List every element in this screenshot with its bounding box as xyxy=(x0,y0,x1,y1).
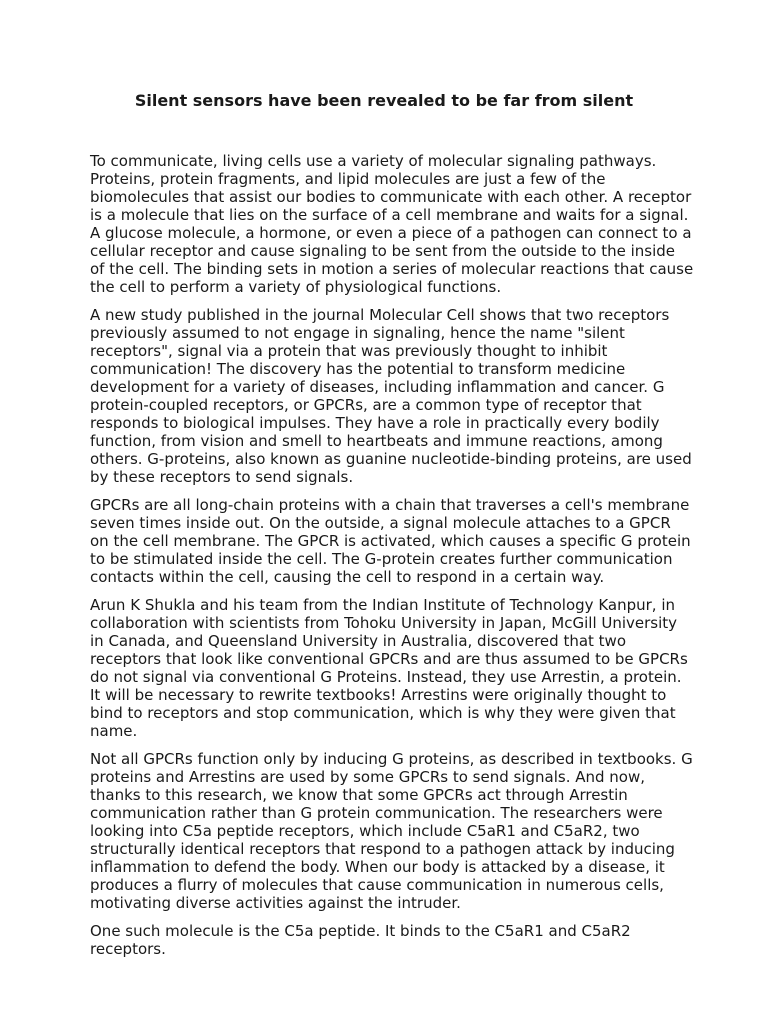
paragraph-4: Arun K Shukla and his team from the Indian Institute of Technology Kanpur, in collaboration with scientists from Tohoku University in Japan, McGill University in Canada, and Queensland University in Australia, discovered that two receptors that look like conventional GPCRs and are thus assumed to be GPCRs do not signal via conventional G Proteins. Instead, they use Arrestin, a protein. It will be necessary to rewrite textbooks! Arrestins were originally thought to bind to receptors and stop communication, which is why they were given that name. xyxy=(90,596,688,740)
paragraph-3: GPCRs are all long-chain proteins with a chain that traverses a cell's membrane seven times inside out. On the outside, a signal molecule attaches to a GPCR on the cell membrane. The GPCR is activated, which causes a specific G protein to be stimulated inside the cell. The G-protein creates further communication contacts within the cell, causing the cell to respond in a certain way. xyxy=(90,496,691,586)
paragraph-6: One such molecule is the C5a peptide. It binds to the C5aR1 and C5aR2 receptors. xyxy=(90,922,631,958)
paragraph-5: Not all GPCRs function only by inducing G proteins, as described in textbooks. G proteins and Arrestins are used by some GPCRs to send signals. And now, thanks to this research, we know that some GPCRs act through Arrestin communication rather than G protein communication. The researchers were looking into C5a peptide receptors, which include C5aR1 and C5aR2, two structurally identical receptors that respond to a pathogen attack by inducing inflammation to defend the body. When our body is attacked by a disease, it produces a flurry of molecules that cause communication in numerous cells, motivating diverse activities against the intruder. xyxy=(90,750,693,912)
paragraph-1: To communicate, living cells use a variety of molecular signaling pathways. Proteins, protein fragments, and lipid molecules are just a few of the biomolecules that assist our bodies to communicate with each other. A receptor is a molecule that lies on the surface of a cell membrane and waits for a signal. A glucose molecule, a hormone, or even a piece of a pathogen can connect to a cellular receptor and cause signaling to be sent from the outside to the inside of the cell. The binding sets in motion a series of molecular reactions that cause the cell to perform a variety of physiological functions. xyxy=(90,152,694,296)
document-body xyxy=(90,152,694,968)
paragraph-2: A new study published in the journal Molecular Cell shows that two receptors previously assumed to not engage in signaling, hence the name "silent receptors", signal via a protein that was previously thought to inhibit communication! The discovery has the potential to transform medicine development for a variety of diseases, including inflammation and cancer. G protein-coupled receptors, or GPCRs, are a common type of receptor that responds to biological impulses. They have a role in practically every bodily function, from vision and smell to heartbeats and immune reactions, among others. G-proteins, also known as guanine nucleotide-binding proteins, are used by these receptors to send signals. xyxy=(90,306,692,486)
document-title: Silent sensors have been revealed to be far from silent xyxy=(134,91,634,110)
